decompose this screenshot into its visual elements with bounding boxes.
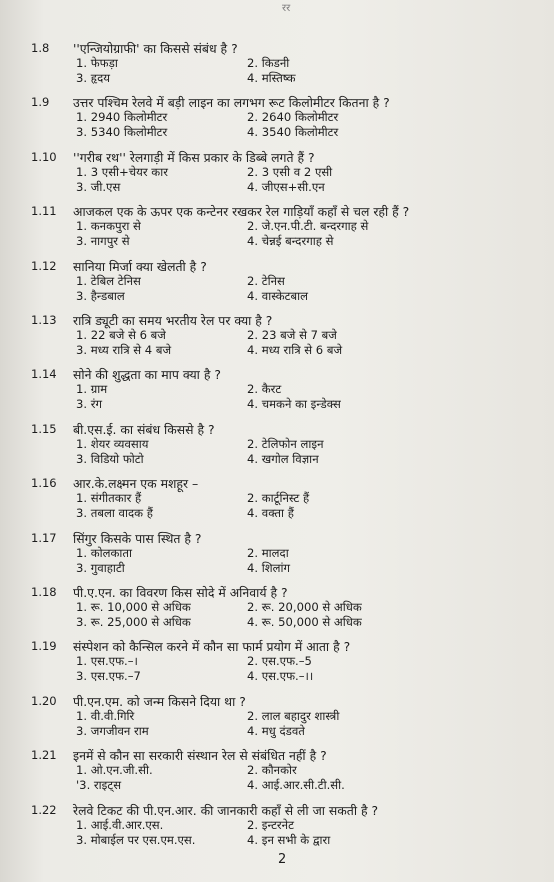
question-item bbox=[0, 802, 554, 847]
answer-option: 3. हैन्डबाल bbox=[76, 288, 125, 303]
answer-option: 2. एस.एफ.–5 bbox=[247, 654, 312, 669]
answer-option: 1. 2940 किलोमीटर bbox=[76, 110, 168, 125]
show-through-text bbox=[350, 4, 353, 15]
question-number: 1.13 bbox=[31, 313, 57, 327]
answer-option: 4. रू. 50,000 से अधिक bbox=[247, 615, 362, 629]
question-text: आजकल एक के ऊपर एक कन्टेनर रखकर रेल गाड़ियाँ कहाँ से चल रही हैं ? bbox=[73, 204, 410, 220]
answer-option: 2. 2640 किलोमीटर bbox=[247, 110, 339, 125]
answer-option: 2. जे.एन.पी.टी. बन्दरगाह से bbox=[247, 219, 369, 234]
answer-option: 3. रंग bbox=[76, 397, 103, 412]
answer-option: 2. टेलिफोन लाइन bbox=[247, 436, 324, 451]
answer-option: 4. चमकने का इन्डेक्स bbox=[247, 397, 341, 412]
question-number: 1.8 bbox=[31, 41, 50, 55]
answer-option: 1. शेयर व्यवसाय bbox=[76, 436, 149, 451]
question-number: 1.21 bbox=[31, 748, 57, 763]
answer-option: 4. वक्ता हैं bbox=[247, 506, 294, 521]
question-item bbox=[0, 367, 554, 412]
question-text: ''एन्जियोग्राफी' का किससे संबंध है ? bbox=[73, 41, 238, 56]
question-text: पी.ए.एन. का विवरण किस सोदे में अनिवार्य है ? bbox=[73, 585, 288, 600]
question-item bbox=[0, 204, 554, 249]
answer-option: 1. कनकपुरा से bbox=[76, 219, 141, 234]
question-item bbox=[0, 421, 554, 466]
answer-option: 2. 23 बजे से 7 बजे bbox=[247, 328, 337, 342]
answer-option: 2. लाल बहादुर शास्त्री bbox=[247, 708, 340, 723]
answer-option: 3. हृदय bbox=[76, 71, 111, 85]
answer-option: 3. जी.एस bbox=[76, 179, 121, 194]
question-item bbox=[0, 693, 554, 738]
answer-option: 4. मस्तिष्क bbox=[247, 71, 296, 85]
question-text: ''गरीब रथ'' रेलगाड़ी में किस प्रकार के डिब्बे लगते हैं ? bbox=[73, 149, 315, 165]
question-text: पी.एन.एम. को जन्म किसने दिया था ? bbox=[73, 693, 246, 709]
question-text: उत्तर पश्चिम रेलवे में बड़ी लाइन का लगभग रूट किलोमीटर कितना है ? bbox=[73, 95, 390, 111]
answer-option: 2. 3 एसी व 2 एसी bbox=[247, 164, 333, 179]
answer-option: 4. आई.आर.सी.टी.सी. bbox=[247, 778, 345, 793]
question-number: 1.10 bbox=[31, 149, 57, 164]
answer-option: '3. राइट्स bbox=[76, 778, 122, 793]
question-number: 1.18 bbox=[31, 585, 57, 599]
question-item bbox=[0, 149, 554, 194]
answer-option: 3. गुवाहाटी bbox=[76, 560, 125, 575]
answer-option: 4. मध्य रात्रि से 6 बजे bbox=[247, 343, 343, 357]
answer-option: 4. जीएस+सी.एन bbox=[247, 179, 325, 194]
answer-option: 1. संगीतकार हैं bbox=[76, 491, 142, 506]
answer-option: 3. नागपुर से bbox=[76, 234, 130, 249]
question-number: 1.20 bbox=[31, 693, 57, 708]
answer-option: 4. चेन्नई बन्दरगाह से bbox=[247, 234, 334, 249]
answer-option: 1. ग्राम bbox=[76, 382, 108, 397]
question-number: 1.14 bbox=[31, 367, 57, 382]
question-number: 1.17 bbox=[31, 530, 57, 545]
answer-option: 3. 5340 किलोमीटर bbox=[76, 125, 168, 140]
question-item bbox=[0, 476, 554, 521]
page-number: 2 bbox=[278, 852, 287, 867]
answer-option: 1. फेफड़ा bbox=[76, 56, 118, 70]
question-number: 1.12 bbox=[31, 258, 57, 273]
answer-option: 3. मोबाईल पर एस.एम.एस. bbox=[76, 832, 196, 847]
answer-option: 1. आई.वी.आर.एस. bbox=[76, 817, 164, 832]
answer-option: 3. जगजीवन राम bbox=[76, 723, 149, 738]
answer-option: 2. किडनी bbox=[247, 56, 290, 70]
header-mark: रर bbox=[282, 3, 291, 14]
question-item bbox=[0, 748, 554, 793]
answer-option: 1. वी.वी.गिरि bbox=[76, 708, 135, 723]
question-text: सिंगुर किसके पास स्थित है ? bbox=[73, 530, 202, 546]
question-number: 1.16 bbox=[31, 476, 57, 491]
answer-option: 2. टेनिस bbox=[247, 273, 285, 288]
question-text: रात्रि ड्यूटी का समय भरतीय रेल पर क्या है ? bbox=[73, 313, 273, 328]
answer-option: 4. शिलांग bbox=[247, 560, 291, 575]
question-text: संस्पेशन को कैन्सिल करने में कौन सा फार्म प्रयोग में आता है ? bbox=[73, 639, 351, 655]
answer-option: 4. मधु दंडवते bbox=[247, 723, 305, 738]
answer-option: 3. एस.एफ.–7 bbox=[76, 669, 141, 684]
question-item bbox=[0, 41, 554, 85]
question-number: 1.19 bbox=[31, 639, 57, 654]
answer-option: 1. ओ.एन.जी.सी. bbox=[76, 763, 153, 778]
answer-option: 2. इन्टरनेट bbox=[247, 817, 294, 832]
question-item bbox=[0, 95, 554, 140]
question-item bbox=[0, 639, 554, 684]
answer-option: 4. खगोल विज्ञान bbox=[247, 451, 319, 466]
answer-option: 1. 3 एसी+चेयर कार bbox=[76, 164, 168, 179]
answer-option: 4. 3540 किलोमीटर bbox=[247, 125, 339, 140]
answer-option: 2. कौनकोर bbox=[247, 763, 297, 778]
answer-option: 1. रू. 10,000 से अधिक bbox=[76, 600, 191, 614]
answer-option: 4. वास्केटबाल bbox=[247, 288, 308, 303]
question-text: सानिया मिर्जा क्या खेलती है ? bbox=[73, 258, 207, 274]
question-number: 1.11 bbox=[31, 204, 57, 219]
question-text: आर.के.लक्ष्मन एक मशहूर – bbox=[73, 476, 199, 492]
question-text: इनमें से कौन सा सरकारी संस्थान रेल से संबंधित नहीं है ? bbox=[73, 748, 327, 764]
question-text: सोने की शुद्धता का माप क्या है ? bbox=[73, 367, 221, 383]
question-item bbox=[0, 530, 554, 575]
question-item bbox=[0, 313, 554, 357]
question-number: 1.22 bbox=[31, 802, 57, 817]
answer-option: 2. कार्टूनिस्ट हैं bbox=[247, 491, 310, 506]
answer-option: 3. रू. 25,000 से अधिक bbox=[76, 615, 191, 629]
answer-option: 1. एस.एफ.–। bbox=[76, 654, 138, 669]
question-number: 1.15 bbox=[31, 421, 57, 436]
question-item bbox=[0, 585, 554, 629]
question-text: बी.एस.ई. का संबंध किससे है ? bbox=[73, 421, 215, 437]
answer-option: 2. मालदा bbox=[247, 545, 289, 560]
question-number: 1.9 bbox=[31, 95, 50, 110]
answer-option: 2. कैरट bbox=[247, 382, 282, 397]
answer-option: 4. इन सभी के द्वारा bbox=[247, 832, 331, 847]
question-item bbox=[0, 258, 554, 303]
answer-option: 1. टेबिल टेनिस bbox=[76, 273, 141, 288]
answer-option: 3. विडियो फोटो bbox=[76, 451, 144, 466]
answer-option: 4. एस.एफ.–।। bbox=[247, 669, 314, 684]
answer-option: 1. 22 बजे से 6 बजे bbox=[76, 328, 166, 342]
answer-option: 3. मध्य रात्रि से 4 बजे bbox=[76, 343, 172, 357]
answer-option: 2. रू. 20,000 से अधिक bbox=[247, 600, 362, 614]
question-text: रेलवे टिकट की पी.एन.आर. की जानकारी कहाँ से ली जा सकती है ? bbox=[73, 802, 379, 818]
answer-option: 3. तबला वादक हैं bbox=[76, 506, 153, 521]
answer-option: 1. कोलकाता bbox=[76, 545, 133, 560]
